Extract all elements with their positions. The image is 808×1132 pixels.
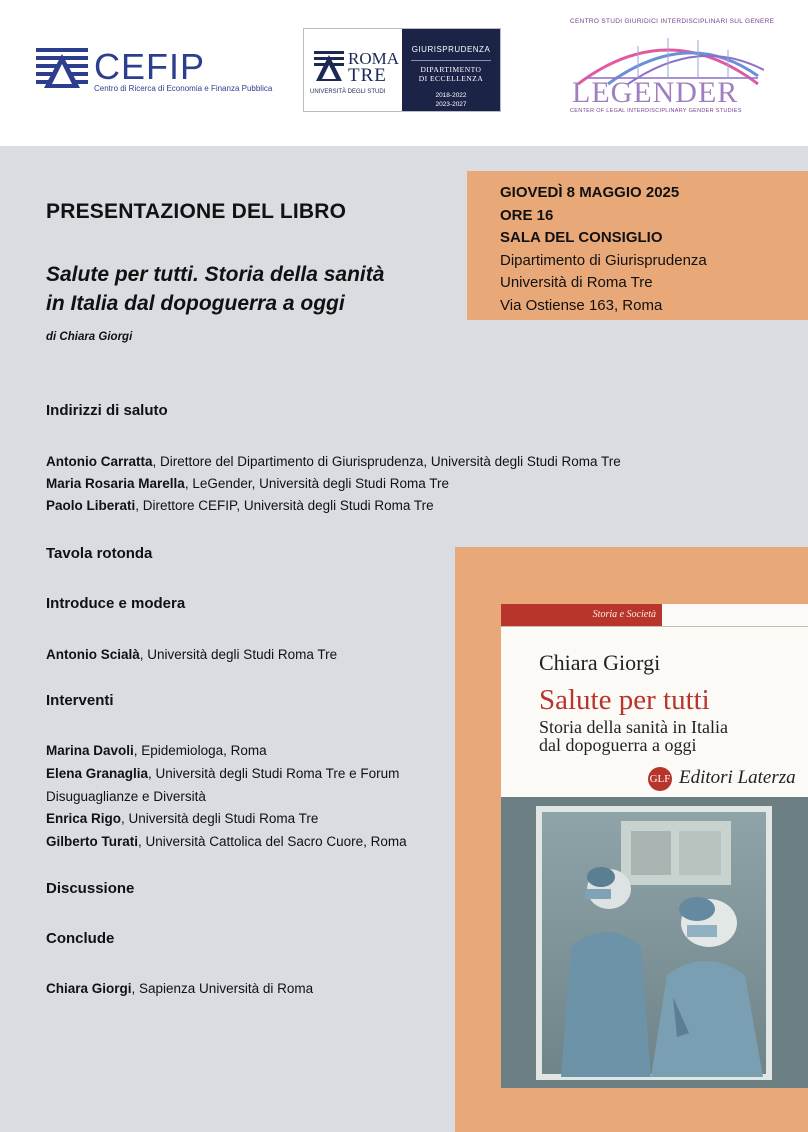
- speaker-name: Maria Rosaria Marella: [46, 476, 185, 491]
- speaker-role: , Università degli Studi Roma Tre e Forum: [148, 766, 400, 781]
- legender-logo: [568, 18, 775, 120]
- surgeons-photo: [501, 797, 808, 1088]
- speaker-line: [46, 981, 313, 996]
- romatre-years-2: 2023-2027: [435, 101, 467, 108]
- section-modera: Introduce e modera: [46, 595, 186, 612]
- book-author: di Chiara Giorgi: [46, 331, 133, 343]
- speaker-role: , Direttore del Dipartimento di Giurisprudenza, Università degli Studi Roma Tre: [152, 454, 621, 469]
- legender-name: LEGENDER: [572, 76, 739, 109]
- speaker-line: [46, 834, 407, 849]
- event-room: SALA DEL CONSIGLIO: [500, 229, 663, 247]
- romatre-department: GIURISPRUDENZA: [411, 45, 491, 54]
- cefip-logo: [36, 46, 276, 98]
- book-title-line-1: Salute per tutti. Storia della sanità: [46, 263, 385, 286]
- speaker-line: [46, 811, 318, 826]
- speaker-role: , Sapienza Università di Roma: [131, 981, 314, 996]
- speaker-name: Elena Granaglia: [46, 766, 149, 781]
- cefip-mark-icon: [36, 48, 88, 90]
- header-logos: [0, 0, 808, 146]
- event-address: Via Ostiense 163, Roma: [500, 296, 663, 314]
- speaker-name: Antonio Carratta: [46, 454, 153, 469]
- section-tavola-rotonda: Tavola rotonda: [46, 545, 153, 562]
- speaker-role: , Università Cattolica del Sacro Cuore, Roma: [138, 834, 407, 849]
- speaker-line: [46, 454, 621, 469]
- romatre-excellence-1: DIPARTIMENTO: [420, 65, 482, 74]
- cefip-subtitle: Centro di Ricerca di Economia e Finanza Pubblica: [94, 84, 273, 93]
- speaker-name: Gilberto Turati: [46, 834, 139, 849]
- speaker-name: Enrica Rigo: [46, 811, 122, 826]
- event-info-box: [467, 171, 808, 320]
- romatre-logo: [303, 28, 501, 112]
- event-place-2: Università di Roma Tre: [500, 274, 653, 292]
- cover-publisher: Editori Laterza: [679, 767, 796, 788]
- speaker-name: Antonio Scialà: [46, 647, 140, 662]
- legender-top-text: CENTRO STUDI GIURIDICI INTERDISCIPLINARI SUL GENERE: [570, 18, 775, 25]
- section-saluti: Indirizzi di saluto: [46, 402, 168, 419]
- cefip-name: CEFIP: [94, 46, 206, 87]
- book-title-line-2: in Italia dal dopoguerra a oggi: [46, 292, 345, 315]
- romatre-excellence-2: DI ECCELLENZA: [418, 74, 484, 83]
- speaker-name: Marina Davoli: [46, 743, 134, 758]
- speaker-name: Paolo Liberati: [46, 498, 136, 513]
- romatre-divider: [411, 60, 491, 61]
- romatre-department-panel: [402, 29, 500, 111]
- speaker-line: [46, 476, 449, 491]
- section-discussione: Discussione: [46, 880, 135, 897]
- speaker-name: Chiara Giorgi: [46, 981, 132, 996]
- speaker-line: [46, 647, 337, 662]
- event-place-1: Dipartimento di Giurisprudenza: [500, 251, 707, 269]
- cover-series: Storia e Società: [592, 609, 656, 620]
- legender-bottom-text: CENTER OF LEGAL INTERDISCIPLINARY GENDER STUDIES: [570, 108, 742, 114]
- speaker-line: [46, 498, 434, 513]
- event-date: GIOVEDÌ 8 MAGGIO 2025: [500, 184, 680, 201]
- romatre-university: UNIVERSITÀ DEGLI STUDI: [310, 89, 386, 95]
- page-title: PRESENTAZIONE DEL LIBRO: [46, 200, 347, 223]
- cover-subtitle-2: dal dopoguerra a oggi: [539, 735, 697, 755]
- speaker-role: , Università degli Studi Roma Tre: [139, 647, 338, 662]
- speaker-line: [46, 766, 399, 781]
- speaker-role: , LeGender, Università degli Studi Roma Tre: [184, 476, 449, 491]
- speaker-role: , Epidemiologa, Roma: [133, 743, 267, 758]
- speaker-role-continuation: Disuguaglianze e Diversità: [46, 789, 206, 804]
- speaker-line: [46, 743, 267, 758]
- section-interventi: Interventi: [46, 692, 114, 709]
- cover-author: Chiara Giorgi: [539, 650, 661, 675]
- cover-rule: [501, 626, 808, 627]
- cover-subtitle-1: Storia della sanità in Italia: [539, 717, 728, 737]
- publisher-logo-icon: GLF: [648, 767, 672, 791]
- cover-title: Salute per tutti: [539, 684, 710, 716]
- romatre-years-1: 2018-2022: [435, 92, 467, 99]
- speaker-role: , Direttore CEFIP, Università degli Studi Roma Tre: [135, 498, 434, 513]
- book-title: [46, 260, 456, 318]
- romatre-mark-icon: [314, 51, 344, 81]
- section-conclude: Conclude: [46, 930, 115, 947]
- event-time: ORE 16: [500, 206, 554, 224]
- romatre-tre: TRE: [348, 65, 387, 86]
- speaker-role: , Università degli Studi Roma Tre: [121, 811, 319, 826]
- cover-series-band: [501, 604, 662, 626]
- book-cover: [501, 604, 808, 1088]
- romatre-roma: ROMA: [348, 49, 400, 68]
